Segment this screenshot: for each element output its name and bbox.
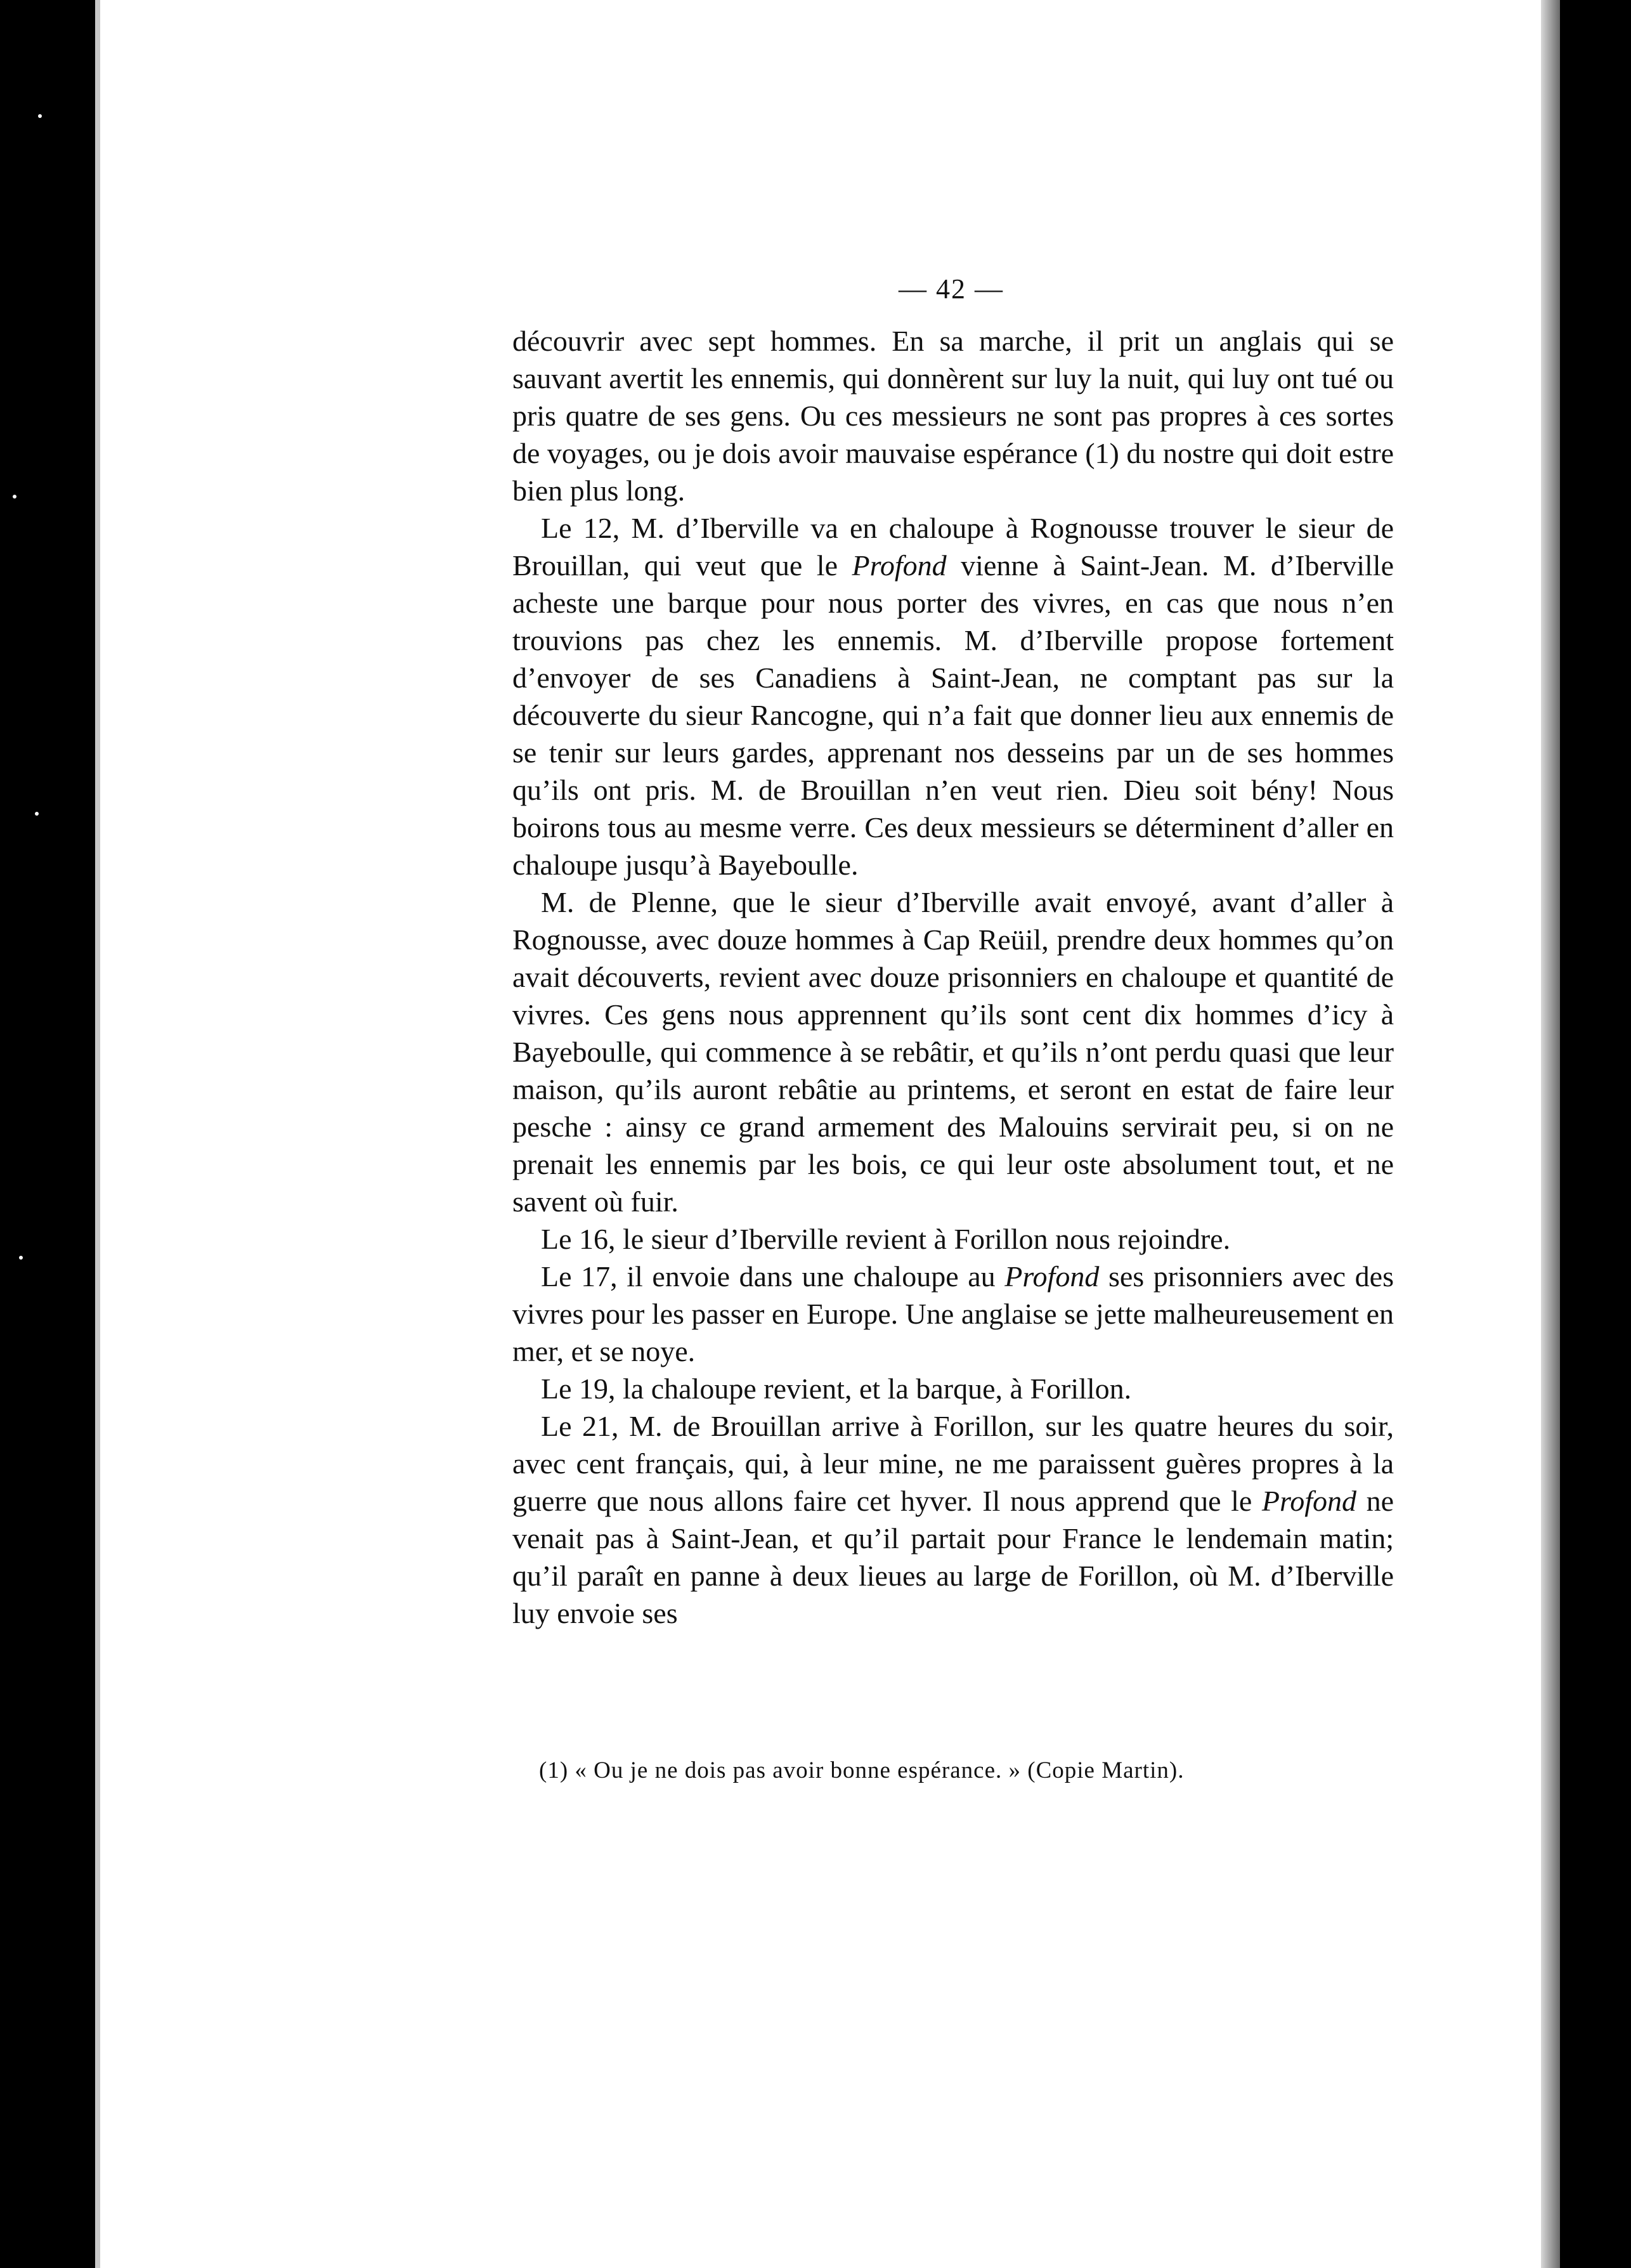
- paragraph: [512, 1258, 1394, 1370]
- paragraph-text: Le 19, la chaloupe revient, et la barque, à Forillon.: [541, 1372, 1132, 1405]
- paragraph: [512, 509, 1394, 883]
- scan-speck: [19, 1256, 23, 1260]
- paragraph: [512, 1220, 1394, 1258]
- body-text: [512, 322, 1394, 1632]
- italic-ship-name: Profond: [1004, 1260, 1100, 1293]
- paragraph: [512, 1370, 1394, 1407]
- page-right-edge-shadow: [1541, 0, 1560, 2268]
- paragraph-text: Le 12, M. d’Iberville va en chaloupe à Rognousse trouver le sieur de Brouillan, qui veut que le: [512, 512, 1394, 582]
- paragraph: [512, 322, 1394, 509]
- paragraph-text: Le 21, M. de Brouillan arrive à Forillon, sur les quatre heures du soir, avec cent français, qui, à leur mine, ne me paraissent guères propres à la guerre que nous allons faire cet hyver. Il nous apprend que le: [512, 1410, 1394, 1517]
- page-left-edge: [95, 0, 100, 2268]
- footnote: (1) « Ou je ne dois pas avoir bonne espérance. » (Copie Martin).: [539, 1757, 1185, 1783]
- paragraph-text: M. de Plenne, que le sieur d’Iberville avait envoyé, avant d’aller à Rognousse, avec douze hommes à Cap Reüil, prendre deux hommes qu’on avait découverts, revient avec douze prisonniers en chaloupe et quantité de vivres. Ces gens nous apprennent qu’ils sont cent dix hommes d’icy à Bayeboulle, qui commence à se rebâtir, et qu’ils n’ont perdu quasi que leur maison, qu’ils auront rebâtie au printems, et seront en estat de faire leur pesche : ainsy ce grand armement des Malouins servirait peu, si on ne prenait les ennemis par les bois, ce qui leur oste absolument tout, et ne savent où fuir.: [512, 886, 1394, 1218]
- scan-speck: [38, 114, 42, 118]
- scan-speck: [35, 812, 39, 816]
- italic-ship-name: Profond: [852, 549, 947, 582]
- paragraph-text: ses prisonniers avec des vivres pour les passer en Europe. Une anglaise se jette malheureusement en mer, et se noye.: [512, 1260, 1394, 1367]
- paragraph: [512, 883, 1394, 1220]
- paragraph: [512, 1407, 1394, 1632]
- paragraph-text: vienne à Saint-Jean. M. d’Iberville acheste une barque pour nous porter des vivres, en cas que nous n’en trouvions pas chez les ennemis. M. d’Iberville propose fortement d’envoyer de ses Canadiens à Saint-Jean, ne comptant pas sur la découverte du sieur Rancogne, qui n’a fait que donner lieu aux ennemis de se tenir sur leurs gardes, apprenant nos desseins par un de ses hommes qu’ils ont pris. M. de Brouillan n’en veut rien. Dieu soit bény! Nous boirons tous au mesme verre. Ces deux messieurs se déterminent d’aller en chaloupe jusqu’à Bayeboulle.: [512, 549, 1394, 881]
- paragraph-text: Le 16, le sieur d’Iberville revient à Forillon nous rejoindre.: [541, 1223, 1231, 1255]
- scan-speck: [13, 495, 16, 499]
- italic-ship-name: Profond: [1261, 1485, 1356, 1517]
- paragraph-text: ne venait pas à Saint-Jean, et qu’il partait pour France le lendemain matin; qu’il paraît en panne à deux lieues au large de Forillon, où M. d’Iberville luy envoie ses: [512, 1485, 1394, 1629]
- page-number: — 42 —: [899, 273, 1004, 304]
- paragraph-text: Le 17, il envoie dans une chaloupe au: [541, 1260, 1005, 1293]
- paragraph-text: découvrir avec sept hommes. En sa marche, il prit un anglais qui se sauvant avertit les ennemis, qui donnèrent sur luy la nuit, qui luy ont tué ou pris quatre de ses gens. Ou ces messieurs ne sont pas propres à ces sortes de voyages, ou je dois avoir mauvaise espérance (1) du nostre qui doit estre bien plus long.: [512, 325, 1394, 507]
